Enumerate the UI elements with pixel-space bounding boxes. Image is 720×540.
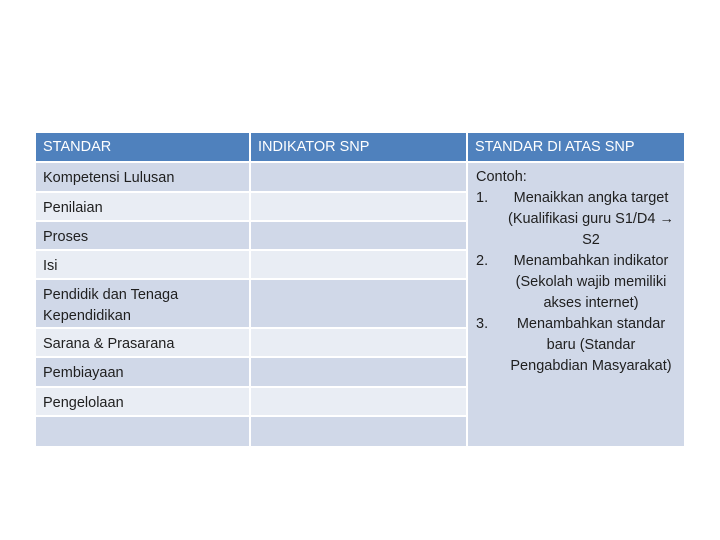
list-item-number: 2.	[476, 253, 489, 269]
indikator-cell	[251, 417, 466, 446]
header-standar	[36, 133, 249, 161]
indikator-cell	[251, 193, 466, 220]
row-label: Proses	[43, 229, 89, 245]
row-label: Sarana & Prasarana	[43, 336, 175, 352]
header-indikator-label: INDIKATOR SNP	[258, 139, 370, 155]
indikator-cell	[251, 163, 466, 191]
list-item-number: 1.	[476, 190, 489, 206]
indikator-cell	[251, 222, 466, 249]
header-indikator-snp	[251, 133, 466, 161]
table-row	[36, 222, 249, 249]
indikator-cell	[251, 358, 466, 386]
row-label: Pendidik dan Tenaga Kependidikan	[43, 287, 179, 324]
row-label: Kompetensi Lulusan	[43, 170, 175, 186]
header-standar-label: STANDAR	[43, 139, 112, 155]
indikator-cell	[251, 251, 466, 278]
table-row	[36, 193, 249, 220]
example-cell	[468, 163, 684, 446]
list-item-number: 3.	[476, 316, 489, 332]
row-label: Pembiayaan	[43, 365, 124, 381]
list-item-text: Menambahkan indikator (Sekolah wajib memiliki akses internet)	[513, 253, 669, 311]
table-row	[36, 417, 249, 446]
list-item	[476, 188, 676, 251]
table-row	[36, 358, 249, 386]
table-row	[36, 280, 249, 327]
table-row	[36, 329, 249, 356]
table-row	[36, 251, 249, 278]
row-label: Pengelolaan	[43, 395, 124, 411]
header-standar-di-atas-snp	[468, 133, 684, 161]
table-row	[36, 163, 249, 191]
list-item-text: Menambahkan standar baru (Standar Pengabdian Masyarakat)	[510, 316, 672, 374]
example-list	[476, 188, 676, 377]
standards-table	[36, 133, 684, 446]
example-title: Contoh:	[476, 169, 527, 185]
row-label: Isi	[43, 258, 58, 274]
list-item	[476, 314, 676, 377]
list-item-text: Menaikkan angka target (Kualifikasi guru S1/D4 → S2	[507, 190, 674, 248]
indikator-cell	[251, 280, 466, 327]
indikator-cell	[251, 329, 466, 356]
header-di-atas-label: STANDAR DI ATAS SNP	[475, 139, 635, 155]
indikator-cell	[251, 388, 466, 415]
row-label: Penilaian	[43, 200, 103, 216]
list-item	[476, 251, 676, 314]
table-row	[36, 388, 249, 415]
